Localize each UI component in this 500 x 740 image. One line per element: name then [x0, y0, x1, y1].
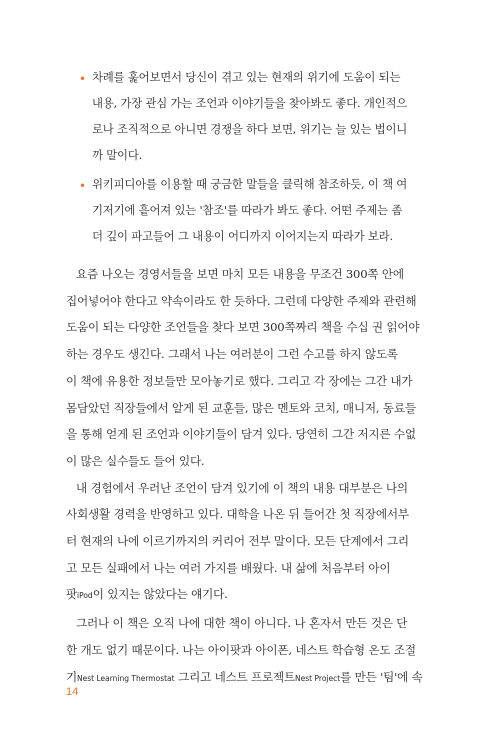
paragraph-line: 을 통해 얻게 된 조언과 이야기들이 담겨 있다. 당연히 그간 저지른 수없 [66, 427, 416, 442]
tips-bullet-list [79, 64, 422, 249]
text-segment: 그리고 네스트 프로젝트 [174, 669, 296, 684]
bullet-marker: • [79, 179, 87, 193]
bullet-line: 로나 조직적으로 아니면 경쟁을 하다 보면, 위기는 늘 있는 법이니 [92, 122, 408, 136]
paragraph-line: 집어넣어야 한다고 약속이라도 한 듯하다. 그런데 다양한 주제와 관련해 [66, 293, 417, 308]
paragraph-line [66, 581, 426, 610]
page-number: 14 [66, 686, 79, 698]
bullet-item [79, 64, 422, 168]
bullet-line: 까 말이다. [92, 148, 143, 162]
text-segment: 기 [66, 669, 77, 684]
text-segment: 를 만든 '팀'에 속 [340, 669, 423, 684]
body-text [66, 261, 426, 692]
gloss-thermostat: Nest Learning Thermostat [77, 673, 175, 683]
paragraph-line: 한 개도 없기 때문이다. 나는 아이팟과 아이폰, 네스트 학습형 온도 조절 [66, 642, 416, 657]
paragraph-line: 그러나 이 책은 오직 나에 대한 책이 아니다. 나 혼자서 만든 것은 단 [76, 616, 408, 631]
bullet-line: 기저기에 흩어져 있는 '참조'를 따라가 봐도 좋다. 어떤 주제는 좀 [92, 203, 403, 217]
paragraph-line: 이 많은 실수들도 들어 있다. [66, 453, 205, 468]
bullet-item [79, 171, 422, 249]
paragraph-line: 터 현재의 나에 이르기까지의 커리어 전부 말이다. 모든 단계에서 그리 [66, 534, 409, 549]
gloss-protect: Nest Project [295, 673, 341, 683]
text-segment: 이 있지는 않았다는 얘기다. [92, 587, 228, 602]
bullet-line: 더 깊이 파고들어 그 내용이 어디까지 이어지는지 따라가 보라. [92, 229, 393, 243]
text-segment: 팟 [66, 587, 77, 602]
bullet-line: 차례를 훑어보면서 당신이 겪고 있는 현재의 위기에 도움이 되는 [92, 70, 401, 84]
paragraph-line: 도움이 되는 다양한 조언들을 찾다 보면 300쪽짜리 책을 수십 권 읽어야 [66, 320, 420, 335]
paragraph-line: 몸담았던 직장들에서 알게 된 교훈들, 많은 멘토와 코치, 매니저, 동료들 [66, 400, 416, 415]
bullet-marker: • [79, 72, 87, 86]
paragraph-line: 이 책에 유용한 정보들만 모아놓기로 했다. 그리고 각 장에는 그간 내가 [66, 373, 413, 388]
paragraph-line: 내 경험에서 우러난 조언이 담겨 있기에 이 책의 내용 대부분은 나의 [76, 480, 408, 495]
paragraph-line: 고 모든 실패에서 나는 여러 가지를 배웠다. 내 삶에 처음부터 아이 [66, 560, 391, 575]
bullet-line: 위키피디아를 이용할 때 궁금한 말들을 클릭해 참조하듯, 이 책 여 [92, 177, 408, 191]
paragraph-line: 하는 경우도 생긴다. 그래서 나는 여러분이 그런 수고를 하지 않도록 [66, 347, 398, 362]
paragraph-line [66, 664, 426, 693]
bullet-line: 내용, 가장 관심 가는 조언과 이야기들을 찾아봐도 좋다. 개인적으 [92, 96, 408, 110]
paragraph-line: 요즘 나오는 경영서들을 보면 마치 모든 내용을 무조건 300쪽 안에 [76, 267, 404, 281]
paragraph-line: 사회생활 경력을 반영하고 있다. 대학을 나온 뒤 들어간 첫 직장에서부 [66, 507, 409, 522]
gloss-ipod: iPod [77, 591, 93, 601]
